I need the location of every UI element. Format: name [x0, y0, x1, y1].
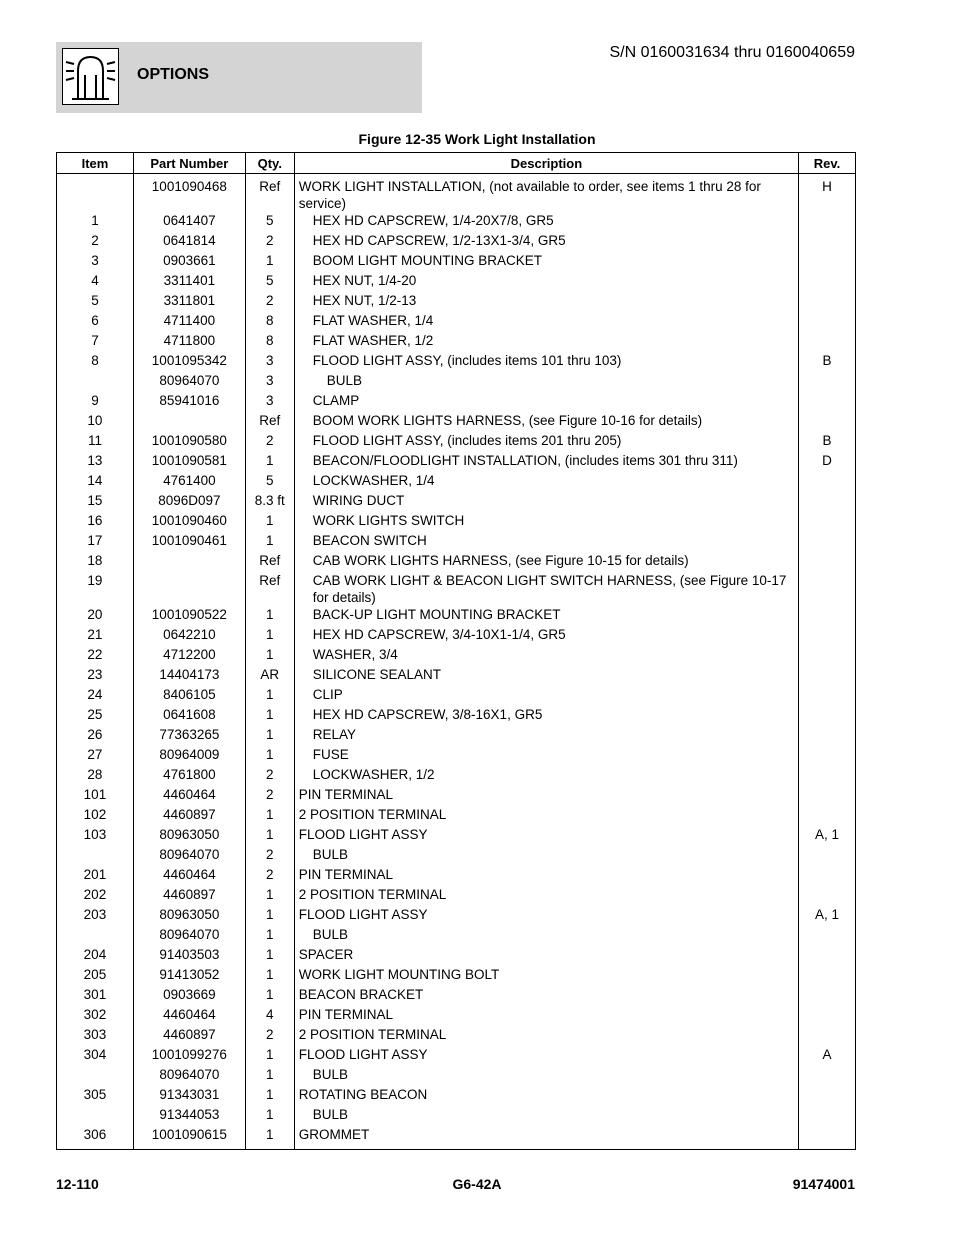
cell-qty: 1	[245, 946, 294, 966]
cell-part-number: 1001090460	[133, 512, 245, 532]
table-row	[57, 1046, 856, 1066]
cell-description: WORK LIGHT MOUNTING BOLT	[294, 966, 798, 986]
cell-part-number: 8406105	[133, 686, 245, 706]
cell-item: 22	[57, 646, 134, 666]
cell-rev: H	[799, 174, 856, 213]
cell-item: 3	[57, 252, 134, 272]
cell-rev: D	[799, 452, 856, 472]
cell-rev	[799, 626, 856, 646]
cell-qty: Ref	[245, 412, 294, 432]
table-row	[57, 532, 856, 552]
table-row	[57, 806, 856, 826]
cell-item: 303	[57, 1026, 134, 1046]
cell-qty: 3	[245, 352, 294, 372]
cell-item: 9	[57, 392, 134, 412]
cell-qty: 1	[245, 1126, 294, 1150]
table-row	[57, 646, 856, 666]
cell-description: BULB	[294, 372, 798, 392]
cell-item	[57, 174, 134, 213]
cell-part-number: 80964070	[133, 926, 245, 946]
cell-item: 17	[57, 532, 134, 552]
cell-rev	[799, 1106, 856, 1126]
cell-rev	[799, 1026, 856, 1046]
cell-description: 2 POSITION TERMINAL	[294, 806, 798, 826]
table-row	[57, 1126, 856, 1150]
cell-part-number: 4460464	[133, 866, 245, 886]
table-row	[57, 212, 856, 232]
cell-description: PIN TERMINAL	[294, 1006, 798, 1026]
cell-qty: 3	[245, 392, 294, 412]
cell-rev	[799, 646, 856, 666]
cell-rev	[799, 606, 856, 626]
cell-description: BEACON SWITCH	[294, 532, 798, 552]
cell-part-number: 1001090468	[133, 174, 245, 213]
cell-part-number: 4460897	[133, 886, 245, 906]
cell-item: 21	[57, 626, 134, 646]
cell-qty: 1	[245, 746, 294, 766]
cell-item: 24	[57, 686, 134, 706]
cell-part-number: 3311401	[133, 272, 245, 292]
cell-rev	[799, 572, 856, 606]
cell-description: FLAT WASHER, 1/2	[294, 332, 798, 352]
cell-qty: 1	[245, 926, 294, 946]
table-row	[57, 332, 856, 352]
cell-item: 19	[57, 572, 134, 606]
cell-rev	[799, 332, 856, 352]
cell-description: HEX NUT, 1/4-20	[294, 272, 798, 292]
cell-part-number: 4460897	[133, 806, 245, 826]
cell-rev	[799, 966, 856, 986]
cell-item: 13	[57, 452, 134, 472]
cell-part-number: 85941016	[133, 392, 245, 412]
section-icon-frame	[62, 48, 119, 105]
cell-description: FLOOD LIGHT ASSY	[294, 1046, 798, 1066]
serial-number-range: S/N 0160031634 thru 0160040659	[609, 44, 855, 61]
table-row	[57, 1066, 856, 1086]
table-row	[57, 786, 856, 806]
table-row	[57, 232, 856, 252]
cell-rev	[799, 252, 856, 272]
cell-rev	[799, 392, 856, 412]
cell-rev	[799, 552, 856, 572]
column-header-qty: Qty.	[245, 153, 294, 174]
cell-qty: 1	[245, 606, 294, 626]
cell-rev	[799, 212, 856, 232]
document-number: 91474001	[792, 1176, 855, 1192]
cell-description: FLOOD LIGHT ASSY, (includes items 201 thru 205)	[294, 432, 798, 452]
cell-qty: 2	[245, 292, 294, 312]
cell-item: 102	[57, 806, 134, 826]
cell-description: LOCKWASHER, 1/2	[294, 766, 798, 786]
cell-qty: AR	[245, 666, 294, 686]
cell-rev: A, 1	[799, 826, 856, 846]
section-title: OPTIONS	[137, 66, 210, 83]
table-row	[57, 1006, 856, 1026]
cell-rev	[799, 946, 856, 966]
cell-item: 8	[57, 352, 134, 372]
cell-description: SILICONE SEALANT	[294, 666, 798, 686]
cell-part-number: 0641608	[133, 706, 245, 726]
table-row	[57, 352, 856, 372]
cell-item: 11	[57, 432, 134, 452]
cell-description: FUSE	[294, 746, 798, 766]
table-row	[57, 512, 856, 532]
table-row	[57, 1026, 856, 1046]
cell-part-number: 0642210	[133, 626, 245, 646]
cell-item: 25	[57, 706, 134, 726]
cell-qty: 3	[245, 372, 294, 392]
cell-part-number	[133, 552, 245, 572]
cell-item	[57, 846, 134, 866]
cell-description: CAB WORK LIGHTS HARNESS, (see Figure 10-15 for details)	[294, 552, 798, 572]
cell-item: 4	[57, 272, 134, 292]
cell-item: 28	[57, 766, 134, 786]
column-header-description: Description	[294, 153, 798, 174]
cell-qty: Ref	[245, 572, 294, 606]
cell-part-number: 77363265	[133, 726, 245, 746]
table-row	[57, 312, 856, 332]
cell-item: 204	[57, 946, 134, 966]
table-row	[57, 1086, 856, 1106]
cell-part-number: 1001090615	[133, 1126, 245, 1150]
cell-rev	[799, 492, 856, 512]
cell-part-number: 1001090581	[133, 452, 245, 472]
table-row	[57, 966, 856, 986]
cell-rev	[799, 666, 856, 686]
cell-description: GROMMET	[294, 1126, 798, 1150]
cell-qty: 1	[245, 252, 294, 272]
table-row	[57, 926, 856, 946]
cell-item	[57, 372, 134, 392]
section-header	[56, 42, 422, 113]
cell-description: BULB	[294, 926, 798, 946]
table-row	[57, 292, 856, 312]
cell-rev	[799, 926, 856, 946]
table-row	[57, 552, 856, 572]
table-row	[57, 606, 856, 626]
cell-rev: A, 1	[799, 906, 856, 926]
cell-rev	[799, 1006, 856, 1026]
cell-qty: Ref	[245, 552, 294, 572]
cell-part-number: 1001099276	[133, 1046, 245, 1066]
page-number: 12-110	[56, 1176, 99, 1192]
cell-qty: 2	[245, 866, 294, 886]
cell-part-number: 80964009	[133, 746, 245, 766]
cell-qty: 1	[245, 1046, 294, 1066]
cell-rev	[799, 472, 856, 492]
model-number: G6-42A	[452, 1176, 502, 1192]
cell-part-number: 4711400	[133, 312, 245, 332]
cell-part-number: 0641814	[133, 232, 245, 252]
table-row	[57, 766, 856, 786]
cell-description: FLOOD LIGHT ASSY	[294, 826, 798, 846]
cell-description: 2 POSITION TERMINAL	[294, 1026, 798, 1046]
column-header-part-number: Part Number	[133, 153, 245, 174]
cell-description: HEX HD CAPSCREW, 1/4-20X7/8, GR5	[294, 212, 798, 232]
cell-item: 1	[57, 212, 134, 232]
cell-part-number: 1001090461	[133, 532, 245, 552]
cell-description: HEX NUT, 1/2-13	[294, 292, 798, 312]
cell-item: 203	[57, 906, 134, 926]
cell-item: 103	[57, 826, 134, 846]
cell-part-number: 0903661	[133, 252, 245, 272]
table-row	[57, 626, 856, 646]
cell-qty: 2	[245, 1026, 294, 1046]
cell-item: 6	[57, 312, 134, 332]
cell-item: 305	[57, 1086, 134, 1106]
cell-part-number: 91413052	[133, 966, 245, 986]
cell-rev	[799, 766, 856, 786]
cell-qty: 5	[245, 212, 294, 232]
table-row	[57, 886, 856, 906]
cell-part-number: 1001090580	[133, 432, 245, 452]
cell-description: LOCKWASHER, 1/4	[294, 472, 798, 492]
table-row	[57, 666, 856, 686]
table-row	[57, 492, 856, 512]
cell-part-number: 91343031	[133, 1086, 245, 1106]
cell-qty: 1	[245, 532, 294, 552]
table-row	[57, 866, 856, 886]
table-row	[57, 686, 856, 706]
cell-rev: A	[799, 1046, 856, 1066]
cell-description: CLAMP	[294, 392, 798, 412]
table-row	[57, 906, 856, 926]
table-row	[57, 946, 856, 966]
cell-rev	[799, 706, 856, 726]
cell-rev	[799, 806, 856, 826]
cell-qty: 1	[245, 1066, 294, 1086]
cell-rev	[799, 846, 856, 866]
table-row	[57, 272, 856, 292]
cell-description: WORK LIGHT INSTALLATION, (not available to order, see items 1 thru 28 for service)	[294, 174, 798, 213]
cell-qty: 1	[245, 626, 294, 646]
table-row	[57, 452, 856, 472]
cell-item: 306	[57, 1126, 134, 1150]
cell-qty: 2	[245, 432, 294, 452]
cell-qty: 5	[245, 472, 294, 492]
cell-item: 18	[57, 552, 134, 572]
cell-description: ROTATING BEACON	[294, 1086, 798, 1106]
cell-description: WASHER, 3/4	[294, 646, 798, 666]
cell-rev: B	[799, 432, 856, 452]
cell-item: 26	[57, 726, 134, 746]
cell-qty: 1	[245, 726, 294, 746]
cell-qty: 1	[245, 1106, 294, 1126]
cell-item: 304	[57, 1046, 134, 1066]
cell-rev	[799, 412, 856, 432]
figure-title: Figure 12-35 Work Light Installation	[358, 131, 596, 147]
cell-rev	[799, 1126, 856, 1150]
cell-item	[57, 1106, 134, 1126]
cell-item: 302	[57, 1006, 134, 1026]
cell-rev	[799, 292, 856, 312]
cell-description: FLOOD LIGHT ASSY, (includes items 101 thru 103)	[294, 352, 798, 372]
cell-description: BULB	[294, 1106, 798, 1126]
table-header-row	[57, 153, 856, 174]
cell-part-number: 0641407	[133, 212, 245, 232]
cell-rev	[799, 512, 856, 532]
parts-table-body	[57, 174, 856, 1150]
cell-rev	[799, 886, 856, 906]
cell-qty: 1	[245, 706, 294, 726]
cell-item: 23	[57, 666, 134, 686]
table-row	[57, 472, 856, 492]
cell-part-number	[133, 412, 245, 432]
cell-description: RELAY	[294, 726, 798, 746]
table-row	[57, 846, 856, 866]
cell-description: HEX HD CAPSCREW, 3/4-10X1-1/4, GR5	[294, 626, 798, 646]
column-header-item: Item	[57, 153, 134, 174]
cell-item: 101	[57, 786, 134, 806]
cell-item: 2	[57, 232, 134, 252]
cell-description: SPACER	[294, 946, 798, 966]
cell-qty: 5	[245, 272, 294, 292]
table-row	[57, 1106, 856, 1126]
cell-part-number: 4761800	[133, 766, 245, 786]
cell-part-number: 1001095342	[133, 352, 245, 372]
cell-qty: 1	[245, 452, 294, 472]
cell-description: BEACON BRACKET	[294, 986, 798, 1006]
cell-part-number	[133, 572, 245, 606]
table-row	[57, 432, 856, 452]
cell-item: 10	[57, 412, 134, 432]
cell-part-number: 4711800	[133, 332, 245, 352]
cell-description: WORK LIGHTS SWITCH	[294, 512, 798, 532]
cell-description: HEX HD CAPSCREW, 3/8-16X1, GR5	[294, 706, 798, 726]
cell-part-number: 4460464	[133, 786, 245, 806]
cell-qty: 1	[245, 646, 294, 666]
cell-description: WIRING DUCT	[294, 492, 798, 512]
cell-qty: 1	[245, 826, 294, 846]
cell-item: 7	[57, 332, 134, 352]
cell-item: 20	[57, 606, 134, 626]
table-row	[57, 392, 856, 412]
cell-item: 205	[57, 966, 134, 986]
cell-rev	[799, 232, 856, 252]
cell-description: BULB	[294, 1066, 798, 1086]
cell-part-number: 14404173	[133, 666, 245, 686]
cell-rev	[799, 686, 856, 706]
cell-rev	[799, 866, 856, 886]
table-row	[57, 252, 856, 272]
cell-qty: 1	[245, 966, 294, 986]
cell-part-number: 80964070	[133, 1066, 245, 1086]
cell-description: BOOM WORK LIGHTS HARNESS, (see Figure 10-16 for details)	[294, 412, 798, 432]
cell-qty: 2	[245, 846, 294, 866]
cell-qty: 1	[245, 806, 294, 826]
table-row	[57, 412, 856, 432]
cell-rev	[799, 272, 856, 292]
cell-description: PIN TERMINAL	[294, 866, 798, 886]
cell-rev	[799, 726, 856, 746]
parts-table	[56, 152, 856, 1150]
cell-description: 2 POSITION TERMINAL	[294, 886, 798, 906]
cell-part-number: 4761400	[133, 472, 245, 492]
cell-qty: 8.3 ft	[245, 492, 294, 512]
cell-qty: 4	[245, 1006, 294, 1026]
cell-qty: 2	[245, 766, 294, 786]
table-row	[57, 986, 856, 1006]
cell-rev	[799, 1066, 856, 1086]
cell-description: PIN TERMINAL	[294, 786, 798, 806]
cell-item	[57, 1066, 134, 1086]
cell-rev	[799, 372, 856, 392]
column-header-rev: Rev.	[799, 153, 856, 174]
cell-qty: Ref	[245, 174, 294, 213]
table-row	[57, 726, 856, 746]
cell-rev: B	[799, 352, 856, 372]
cell-rev	[799, 746, 856, 766]
cell-item: 14	[57, 472, 134, 492]
cell-description: BULB	[294, 846, 798, 866]
cell-item: 301	[57, 986, 134, 1006]
table-row	[57, 572, 856, 606]
cell-part-number: 1001090522	[133, 606, 245, 626]
cell-part-number: 80963050	[133, 826, 245, 846]
cell-part-number: 80964070	[133, 372, 245, 392]
cell-description: BACK-UP LIGHT MOUNTING BRACKET	[294, 606, 798, 626]
cell-part-number: 4460464	[133, 1006, 245, 1026]
cell-part-number: 8096D097	[133, 492, 245, 512]
cell-part-number: 4460897	[133, 1026, 245, 1046]
cell-part-number: 3311801	[133, 292, 245, 312]
work-light-icon	[63, 49, 118, 104]
cell-item: 201	[57, 866, 134, 886]
cell-qty: 2	[245, 786, 294, 806]
cell-description: HEX HD CAPSCREW, 1/2-13X1-3/4, GR5	[294, 232, 798, 252]
cell-qty: 8	[245, 312, 294, 332]
cell-part-number: 91344053	[133, 1106, 245, 1126]
cell-description: BOOM LIGHT MOUNTING BRACKET	[294, 252, 798, 272]
cell-qty: 1	[245, 886, 294, 906]
cell-description: BEACON/FLOODLIGHT INSTALLATION, (includes items 301 thru 311)	[294, 452, 798, 472]
cell-rev	[799, 312, 856, 332]
table-row	[57, 826, 856, 846]
cell-qty: 1	[245, 906, 294, 926]
cell-description: CLIP	[294, 686, 798, 706]
cell-qty: 1	[245, 1086, 294, 1106]
cell-part-number: 80964070	[133, 846, 245, 866]
cell-rev	[799, 1086, 856, 1106]
cell-item: 16	[57, 512, 134, 532]
cell-qty: 8	[245, 332, 294, 352]
cell-item: 5	[57, 292, 134, 312]
cell-rev	[799, 786, 856, 806]
table-row	[57, 746, 856, 766]
cell-part-number: 91403503	[133, 946, 245, 966]
cell-item	[57, 926, 134, 946]
cell-description: FLAT WASHER, 1/4	[294, 312, 798, 332]
table-row	[57, 706, 856, 726]
cell-qty: 2	[245, 232, 294, 252]
cell-part-number: 80963050	[133, 906, 245, 926]
cell-qty: 1	[245, 686, 294, 706]
cell-description: FLOOD LIGHT ASSY	[294, 906, 798, 926]
cell-qty: 1	[245, 986, 294, 1006]
cell-part-number: 4712200	[133, 646, 245, 666]
table-row	[57, 174, 856, 213]
cell-rev	[799, 532, 856, 552]
cell-rev	[799, 986, 856, 1006]
cell-description: CAB WORK LIGHT & BEACON LIGHT SWITCH HARNESS, (see Figure 10-17 for details)	[294, 572, 798, 606]
cell-item: 15	[57, 492, 134, 512]
cell-part-number: 0903669	[133, 986, 245, 1006]
cell-qty: 1	[245, 512, 294, 532]
cell-item: 202	[57, 886, 134, 906]
cell-item: 27	[57, 746, 134, 766]
table-row	[57, 372, 856, 392]
